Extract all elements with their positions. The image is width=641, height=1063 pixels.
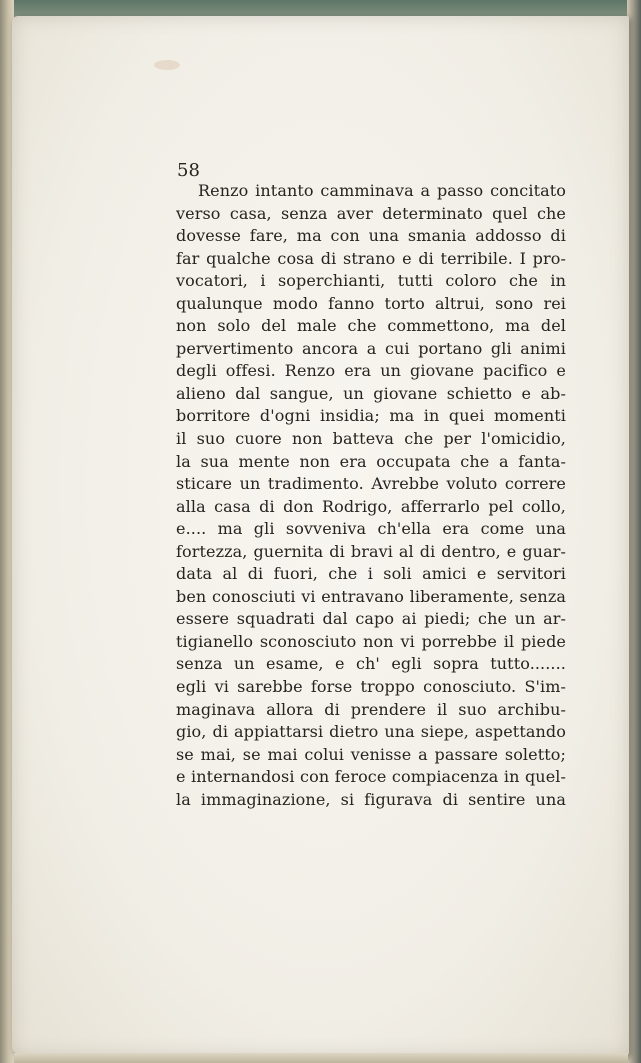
- text-line: non solo del male che commettono, ma del: [176, 316, 566, 336]
- text-line: e.... ma gli sovveniva ch'ella era come una: [176, 519, 566, 539]
- text-line: alla casa di don Rodrigo, afferrarlo pel collo,: [176, 496, 566, 516]
- text-line: dovesse fare, ma con una smania addosso di: [176, 226, 566, 246]
- text-line: data al di fuori, che i soli amici e servitori: [176, 564, 566, 584]
- text-line: la sua mente non era occupata che a fanta-: [176, 451, 566, 471]
- book-cover-edge: [627, 0, 641, 1063]
- paper-stain: [154, 60, 180, 70]
- text-line: ben conosciuti vi entravano liberamente, senza: [176, 586, 566, 606]
- text-line: alieno dal sangue, un giovane schietto e ab-: [176, 383, 566, 403]
- text-line: degli offesi. Renzo era un giovane pacifico e: [176, 361, 566, 381]
- text-line: tigianello sconosciuto non vi porrebbe il piede: [176, 631, 566, 651]
- text-line: pervertimento ancora a cui portano gli animi: [176, 338, 566, 358]
- text-line: la immaginazione, si figurava di sentire una: [176, 789, 566, 809]
- text-line: e internandosi con feroce compiacenza in quel-: [176, 767, 566, 787]
- text-line: se mai, se mai colui venisse a passare soletto;: [176, 744, 566, 764]
- text-line: il suo cuore non batteva che per l'omicidio,: [176, 429, 566, 449]
- text-line: gio, di appiattarsi dietro una siepe, aspettando: [176, 722, 566, 742]
- text-line: far qualche cosa di strano e di terribile. I pro-: [176, 248, 566, 268]
- body-text: [176, 180, 566, 811]
- text-line: fortezza, guernita di bravi al di dentro, e guar-: [176, 541, 566, 561]
- text-line: verso casa, senza aver determinato quel che: [176, 203, 566, 223]
- text-line: senza un esame, e ch' egli sopra tutto.......: [176, 654, 566, 674]
- text-line: essere squadrati dal capo ai piedi; che un ar-: [176, 609, 566, 629]
- text-line: Renzo intanto camminava a passo concitato: [198, 181, 566, 200]
- text-line: maginava allora di prendere il suo archibu-: [176, 699, 566, 719]
- text-line: qualunque modo fanno torto altrui, sono rei: [176, 293, 566, 313]
- text-line: sticare un tradimento. Avrebbe voluto correre: [176, 474, 566, 494]
- page-number: 58: [177, 160, 200, 181]
- text-line: vocatori, i soperchianti, tutti coloro che in: [176, 271, 566, 291]
- text-line: borritore d'ogni insidia; ma in quei momenti: [176, 406, 566, 426]
- page-stack-edge: [14, 1053, 628, 1063]
- text-line: egli vi sarebbe forse troppo conosciuto. S'im-: [176, 677, 566, 697]
